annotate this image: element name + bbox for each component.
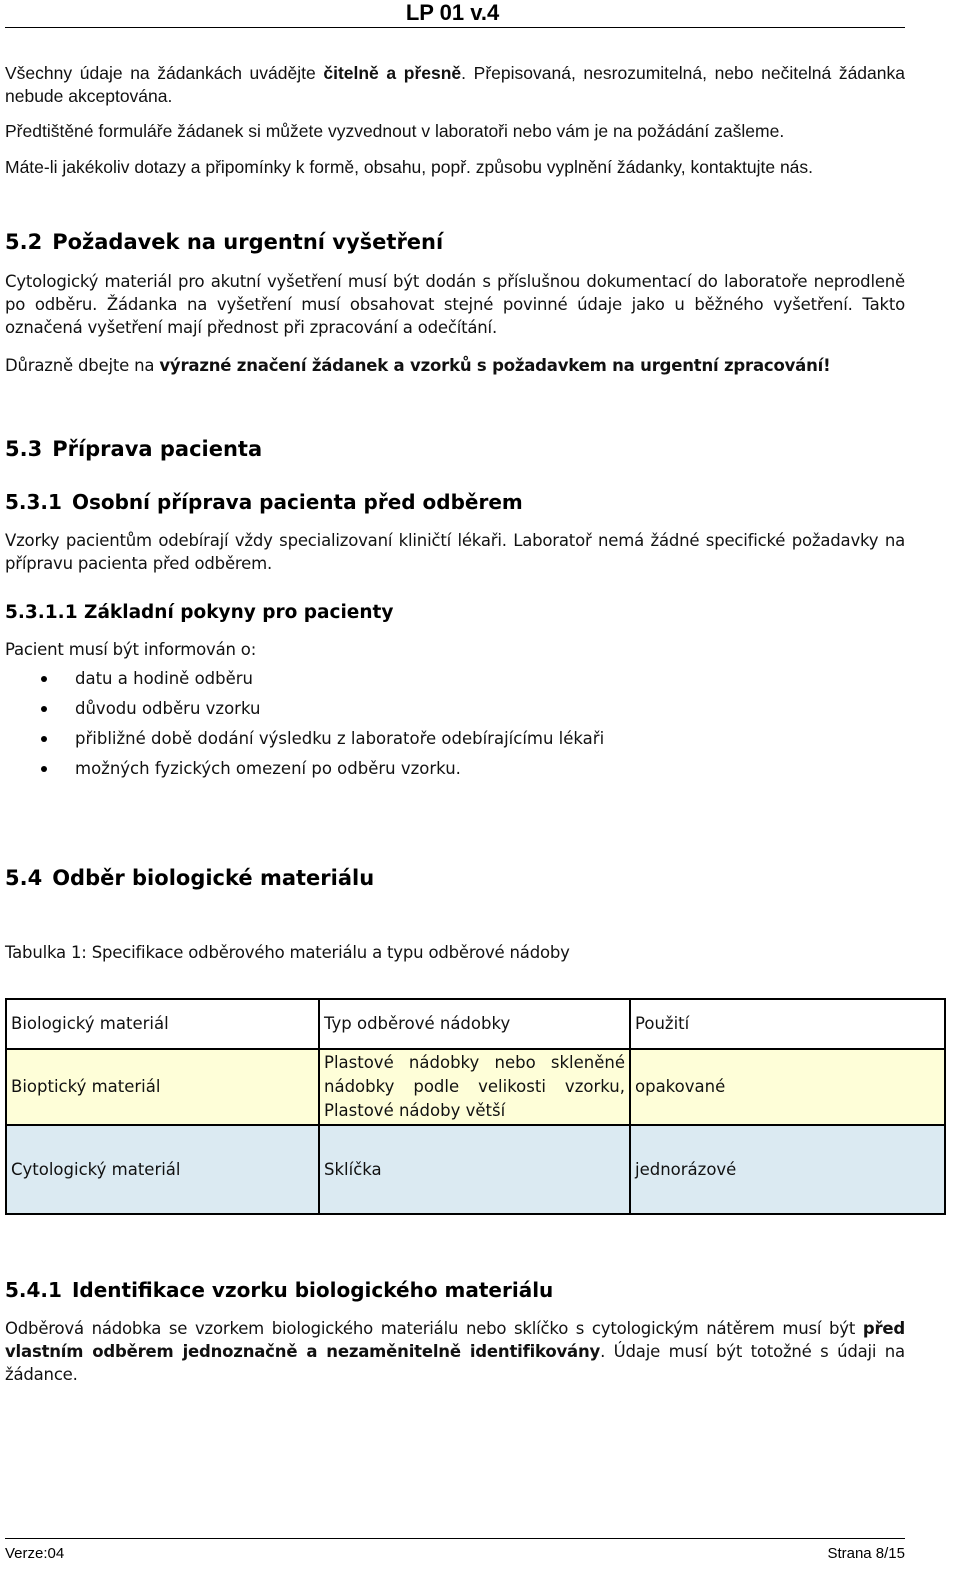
list-item-text: důvodu odběru vzorku <box>75 699 261 718</box>
urgent-paragraph: Cytologický materiál pro akutní vyšetření musí být dodán s příslušnou dokumentací do laboratoře neprodleně po odběru. Žádanka na vyšetření musí obsahovat stejné povinné údaje jako u běžného vyšetření. Takto označená vyšetření mají přednost při zpracování a odečítání. <box>5 272 905 337</box>
intro-paragraph-legibility <box>5 62 905 108</box>
urgent-emphasis-bold: výrazné značení žádanek a vzorků s požadavkem na urgentní zpracování! <box>159 356 831 375</box>
intro-paragraph-contact: Máte-li jakékoliv dotazy a připomínky k formě, obsahu, popř. způsobu vyplnění žádanky, kontaktujte nás. <box>5 157 814 177</box>
table-cell: Bioptický materiál <box>6 1049 319 1125</box>
section-number: 5.2 <box>5 230 43 254</box>
list-item-text: možných fyzických omezení po odběru vzorku. <box>75 759 461 778</box>
list-item <box>5 724 905 754</box>
identification-bold: před vlastním odběrem jednoznačně a nezaměnitelně identifikovány <box>5 1319 905 1361</box>
list-item-text: přibližné době dodání výsledku z laboratoře odebírajícímu lékaři <box>75 729 605 748</box>
intro-bold-legibly: čitelně <box>323 63 379 83</box>
table-header-row <box>6 999 945 1049</box>
table-header-cell: Typ odběrové nádobky <box>319 999 630 1049</box>
list-item <box>5 754 905 784</box>
intro-text: Všechny údaje na žádankách uvádějte <box>5 63 324 83</box>
intro-text-rest: . Přepisovaná, nesrozumitelná, nebo nečitelná žádanka nebude akceptována. <box>5 63 905 106</box>
table-cell: Plastové nádobky nebo skleněné nádobky podle velikosti vzorku, Plastové nádoby větší <box>319 1049 630 1125</box>
section-heading-5-3 <box>5 436 905 462</box>
footer-version: Verze:04 <box>5 1545 65 1562</box>
section-heading-5-4-1 <box>5 1277 905 1303</box>
bullet-icon <box>41 736 47 742</box>
list-item <box>5 664 905 694</box>
list-item <box>5 694 905 724</box>
bullet-icon <box>41 766 47 772</box>
bullet-icon <box>41 706 47 712</box>
section-heading-5-3-1-1 <box>5 601 905 625</box>
table-header-cell: Použití <box>630 999 945 1049</box>
intro-bold-and: a <box>378 63 404 83</box>
patient-info-lead: Pacient musí být informován o: <box>5 640 257 659</box>
identification-paragraph <box>5 1317 905 1386</box>
section-number: 5.3 <box>5 437 43 461</box>
header-divider <box>5 27 905 28</box>
section-title: Příprava pacienta <box>52 437 263 461</box>
table-cell: jednorázové <box>630 1125 945 1214</box>
footer-page-number: Strana 8/15 <box>827 1545 905 1562</box>
table-row <box>6 1125 945 1214</box>
table-caption: Tabulka 1: Specifikace odběrového materiálu a typu odběrové nádoby <box>5 943 570 962</box>
section-number: 5.3.1.1 <box>5 602 78 623</box>
identification-text: Odběrová nádobka se vzorkem biologického materiálu nebo sklíčko s cytologickým nátěrem musí být <box>5 1319 863 1338</box>
footer-divider <box>5 1538 905 1539</box>
section-number: 5.3.1 <box>5 490 62 514</box>
bullet-icon <box>41 676 47 682</box>
specimen-table <box>5 998 946 1215</box>
section-title: Odběr biologické materiálu <box>52 866 375 890</box>
identification-text-rest: . Údaje musí být totožné s údaji na žádance. <box>5 1342 905 1384</box>
urgent-emphasis-text: Důrazně dbejte na <box>5 356 160 375</box>
table-cell: Cytologický materiál <box>6 1125 319 1214</box>
section-title: Osobní příprava pacienta před odběrem <box>71 490 523 514</box>
section-number: 5.4 <box>5 866 43 890</box>
section-title: Identifikace vzorku biologického materiálu <box>71 1278 554 1302</box>
patient-info-list <box>5 664 905 784</box>
table-cell: Sklíčka <box>319 1125 630 1214</box>
urgent-emphasis-paragraph <box>5 354 905 377</box>
section-heading-5-4 <box>5 865 905 891</box>
patient-preparation-paragraph: Vzorky pacientům odebírají vždy specializovaní kliničtí lékaři. Laboratoř nemá žádné specifické požadavky na přípravu pacienta před odběrem. <box>5 531 905 573</box>
table-cell: opakované <box>630 1049 945 1125</box>
document-header-title: LP 01 v.4 <box>405 0 500 25</box>
section-title: Základní pokyny pro pacienty <box>84 602 394 623</box>
section-heading-5-2 <box>5 229 905 255</box>
table-row <box>6 1049 945 1125</box>
section-heading-5-3-1 <box>5 489 905 515</box>
section-title: Požadavek na urgentní vyšetření <box>52 230 444 254</box>
table-header-cell: Biologický materiál <box>6 999 319 1049</box>
list-item-text: datu a hodině odběru <box>75 669 254 688</box>
section-number: 5.4.1 <box>5 1278 62 1302</box>
intro-paragraph-forms: Předtištěné formuláře žádanek si můžete vyzvednout v laboratoři nebo vám je na požádání zašleme. <box>5 121 785 141</box>
intro-bold-precisely: přesně <box>403 63 462 83</box>
